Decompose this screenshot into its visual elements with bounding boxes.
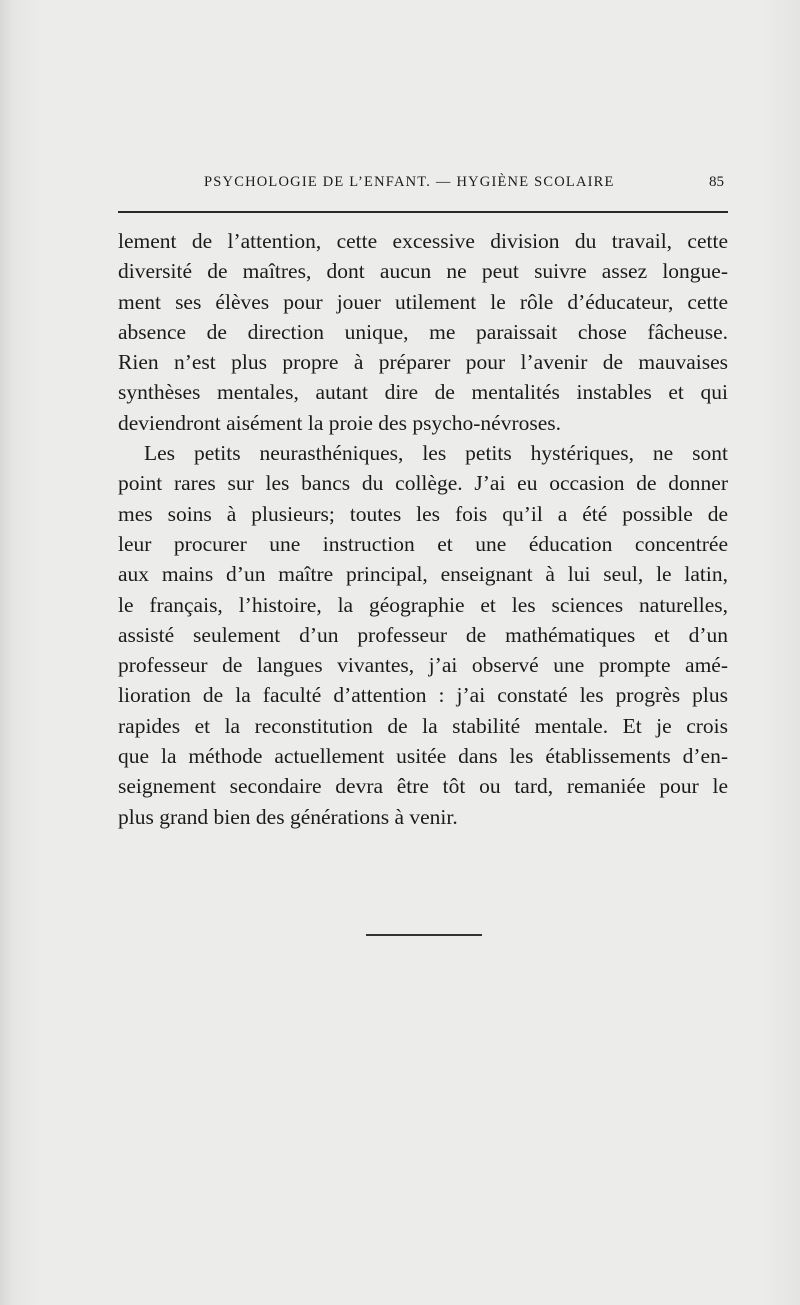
running-title: PSYCHOLOGIE DE L’ENFANT. — HYGIÈNE SCOLAIRE: [204, 174, 615, 190]
text-line: plus grand bien des générations à venir.: [118, 804, 458, 829]
text-line: lement de l’attention, cette excessive division du travail, cette: [118, 229, 728, 253]
text-line: assisté seulement d’un professeur de mathématiques et d’un: [118, 622, 728, 647]
section-end-rule: [366, 934, 482, 936]
page-number: 85: [709, 174, 724, 190]
text-line: Rien n’est plus propre à préparer pour l’avenir de mauvaises: [118, 350, 728, 375]
text-line: seignement secondaire devra être tôt ou tard, remaniée pour le: [118, 774, 728, 799]
text-line: aux mains d’un maître principal, enseignant à lui seul, le latin,: [118, 562, 728, 587]
text-line: Les petits neurasthéniques, les petits hystériques, ne sont: [144, 441, 728, 466]
header-rule: [118, 211, 728, 213]
text-line: leur procurer une instruction et une éducation concentrée: [118, 531, 728, 556]
text-line: point rares sur les bancs du collège. J’ai eu occasion de donner: [118, 471, 728, 496]
text-line: absence de direction unique, me paraissait chose fâcheuse.: [118, 319, 728, 344]
text-line: deviendront aisément la proie des psycho-névroses.: [118, 410, 562, 435]
text-line: rapides et la reconstitution de la stabilité mentale. Et je crois: [118, 713, 728, 738]
text-line: ment ses élèves pour jouer utilement le rôle d’éducateur, cette: [118, 289, 728, 314]
text-line: professeur de langues vivantes, j’ai observé une prompte amé-: [118, 653, 728, 678]
body-text: [118, 226, 728, 832]
text-line: le français, l’histoire, la géographie et les sciences naturelles,: [118, 592, 728, 617]
text-line: mes soins à plusieurs; toutes les fois qu’il a été possible de: [118, 501, 728, 526]
text-line: diversité de maîtres, dont aucun ne peut suivre assez longue-: [118, 259, 728, 284]
text-line: lioration de la faculté d’attention : j’ai constaté les progrès plus: [118, 683, 728, 708]
text-line: que la méthode actuellement usitée dans les établissements d’en-: [118, 744, 728, 769]
running-head: [118, 174, 728, 198]
text-line: synthèses mentales, autant dire de mentalités instables et qui: [118, 380, 728, 405]
